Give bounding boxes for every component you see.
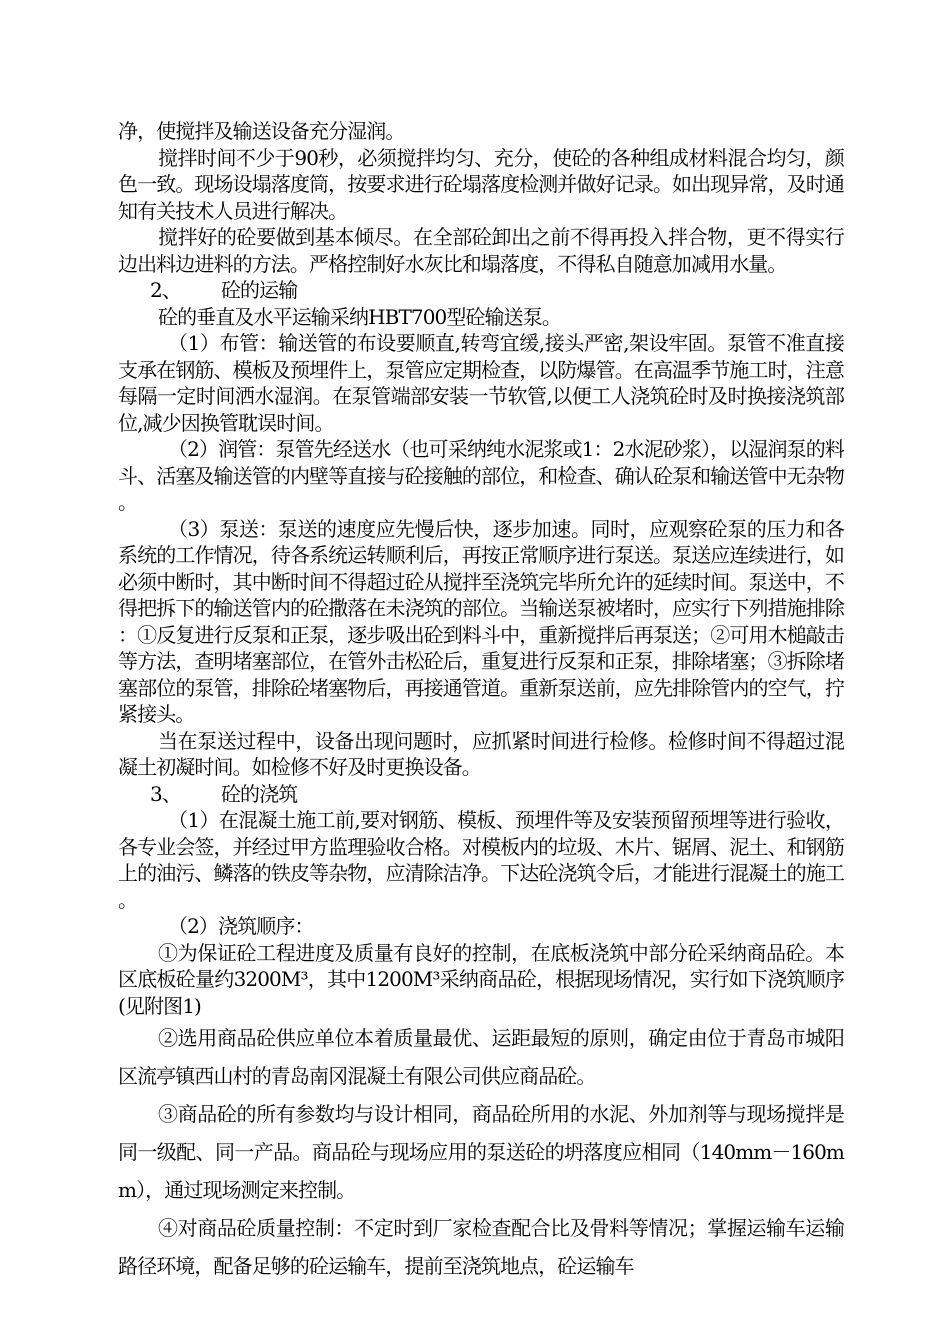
paragraph [118,436,844,516]
paragraph-text: （1）在混凝土施工前,要对钢筋、模板、预埋件等及安装预留预埋等进行验收，各专业会签，并经过甲方监理验收合格。对模板内的垃圾、木片、锯屑、泥土、和钢筋上的油污、鳞落的铁皮等杂物，应清除洁净。下达砼浇筑令后，才能进行混凝土的施工。 [118,808,844,912]
section-title: 砼的运输 [220,278,298,302]
paragraph-text: 搅拌好的砼要做到基本倾尽。在全部砼卸出之前不得再投入拌合物，更不得实行边出料边进料的方法。严格控制好水灰比和塌落度，不得私自随意加减用水量。 [118,225,844,276]
paragraph-text: （2）浇筑顺序： [168,914,314,938]
paragraph-text: （1）布管：输送管的布设要顺直,转弯宜缓,接头严密,架设牢固。泵管不准直接支承在钢筋、模板及预埋件上，泵管应定期检查，以防爆管。在高温季节施工时，注意每隔一定时间洒水湿润。在泵管端部安装一节软管,以便工人浇筑砼时及时换接浇筑部位,减少因换管耽误时间。 [118,331,844,435]
section-title: 砼的浇筑 [220,781,298,806]
paragraph-text: 当在泵送过程中，设备出现问题时，应抓紧时间进行检修。检修时间不得超过混凝土初凝时间。如检修不好及时更换设备。 [118,728,844,779]
paragraph-text: ①为保证砼工程进度及质量有良好的控制，在底板浇筑中部分砼采纳商品砼。本区底板砼量约3200M³，其中1200M³采纳商品砼，根据现场情况，实行如下浇筑顺序(见附图1) [118,940,844,1018]
paragraph-text: ②选用商品砼供应单位本着质量最优、运距最短的原则，确定由位于青岛市城阳区流亭镇西山村的青岛南冈混凝土有限公司供应商品砼。 [118,1026,844,1088]
paragraph [118,516,844,728]
paragraph-text: 砼的垂直及水平运输采纳HBT700型砼输送泵。 [158,304,561,329]
paragraph [118,1209,844,1285]
paragraph [118,118,844,145]
loose-paragraph-block [118,1019,844,1285]
paragraph [118,304,844,331]
paragraph [118,807,844,913]
paragraph [118,145,844,225]
section-number: 3、 [150,781,181,806]
paragraph [118,330,844,436]
paragraph-text: 搅拌时间不少于90秒，必须搅拌均匀、充分，使砼的各种组成材料混合均匀，颜色一致。现场设塌落度筒，按要求进行砼塌落度检测并做好记录。如出现异常，及时通知有关技术人员进行解决。 [118,145,844,223]
paragraph [118,224,844,277]
paragraph [118,940,844,1020]
document-body [118,118,844,1285]
dense-paragraph-block [118,118,844,1019]
paragraph-text: ③商品砼的所有参数均与设计相同，商品砼所用的水泥、外加剂等与现场搅拌是同一级配、同一产品。商品砼与现场应用的泵送砼的坍落度应相同（140mm－160mm），通过现场测定来控制。 [118,1102,844,1202]
paragraph [118,913,844,940]
paragraph-text: 净，使搅拌及输送设备充分湿润。 [118,119,405,143]
paragraph-text: （2）润管：泵管先经送水（也可采纳纯水泥浆或1：2水泥砂浆），以湿润泵的料斗、活塞及输送管的内壁等直接与砼接触的部位，和检查、确认砼泵和输送管中无杂物。 [118,437,844,514]
section-number: 2、 [150,278,181,302]
paragraph-text: （3）泵送：泵送的速度应先慢后快，逐步加速。同时，应观察砼泵的压力和各系统的工作情况，待各系统运转顺利后，再按正常顺序进行泵送。泵送应连续进行，如必须中断时，其中断时间不得超过砼从搅拌至浇筑完毕所允许的延续时间。泵送中，不得把拆下的输送管内的砼撒落在未浇筑的部位。当输送泵被堵时，应实行下列措施排除：①反复进行反泵和正泵，逐步吸出砼到料斗中，重新搅拌后再泵送；②可用木槌敲击等方法，查明堵塞部位，在管外击松砼后，重复进行反泵和正泵，排除堵塞；③拆除堵塞部位的泵管，排除砼堵塞物后，再接通管道。重新泵送前，应先排除管内的空气，拧紧接头。 [118,516,844,726]
section-heading [118,277,844,304]
paragraph [118,1095,844,1209]
paragraph [118,1019,844,1095]
paragraph-text: ④对商品砼质量控制：不定时到厂家检查配合比及骨料等情况；掌握运输车运输路径环境，配备足够的砼运输车，提前至浇筑地点，砼运输车 [118,1216,844,1278]
paragraph [118,728,844,781]
section-heading [118,781,844,808]
